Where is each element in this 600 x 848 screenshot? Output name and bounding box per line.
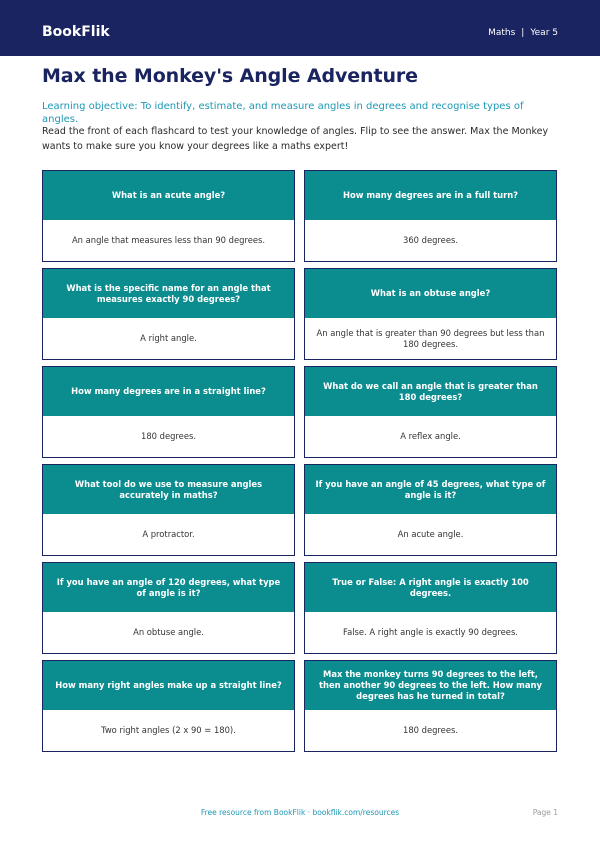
flashcard-answer (43, 612, 294, 653)
flashcard[interactable] (304, 464, 557, 556)
answer-text: An acute angle. (397, 529, 464, 539)
flashcard-answer (305, 710, 556, 751)
flashcard[interactable] (42, 464, 295, 556)
flashcard-question (305, 367, 556, 416)
answer-text: 180 degrees. (140, 431, 197, 441)
flashcard-question (43, 269, 294, 318)
subject-label: Maths (488, 28, 516, 38)
flashcard-question (43, 367, 294, 416)
question-text: What is an obtuse angle? (370, 288, 491, 298)
answer-text: 360 degrees. (402, 235, 459, 245)
flashcard-question (43, 661, 294, 710)
answer-text: Two right angles (2 x 90 = 180). (101, 725, 236, 735)
question-text: What is an acute angle? (111, 190, 226, 200)
answer-text: An obtuse angle. (133, 627, 204, 637)
page-title: Max the Monkey's Angle Adventure (42, 65, 418, 87)
footer-credit[interactable]: Free resource from BookFlik · bookflik.com/resources (200, 808, 400, 817)
intro-text: Read the front of each flashcard to test your knowledge of angles. Flip to see the answer. Max the Monkey wants to make sure you know your degrees like a maths expert! (42, 126, 549, 152)
flashcard-answer (43, 220, 294, 261)
flashcard-question (43, 171, 294, 220)
page-number: Page 1 (532, 808, 558, 817)
meta-separator: | (521, 28, 525, 38)
flashcard-question (43, 465, 294, 514)
answer-text: An angle that is greater than 90 degrees but less than 180 degrees. (316, 327, 545, 349)
flashcard[interactable] (304, 170, 557, 262)
flashcard[interactable] (42, 660, 295, 752)
question-text: If you have an angle of 120 degrees, what type of angle is it? (56, 576, 281, 598)
question-text: What is the specific name for an angle that measures exactly 90 degrees? (66, 282, 271, 304)
question-text: Max the monkey turns 90 degrees to the left, then another 90 degrees to the left. How many degrees has he turned in total? (319, 669, 542, 701)
flashcard-grid (42, 170, 557, 752)
flashcard[interactable] (42, 170, 295, 262)
subject-year (488, 27, 558, 39)
flashcard-answer (43, 318, 294, 359)
answer-text: A protractor. (142, 529, 195, 539)
flashcard-answer (305, 318, 556, 359)
flashcard-answer (305, 514, 556, 555)
answer-text: An angle that measures less than 90 degrees. (71, 235, 266, 245)
flashcard[interactable] (42, 562, 295, 654)
answer-text: False. A right angle is exactly 90 degrees. (343, 627, 518, 637)
flashcard-question (305, 171, 556, 220)
flashcard-answer (305, 612, 556, 653)
question-text: How many right angles make up a straight line? (55, 680, 282, 690)
flashcard[interactable] (42, 268, 295, 360)
answer-text: A right angle. (140, 333, 197, 343)
learning-objective: Learning objective: To identify, estimate, and measure angles in degrees and recognise types of angles. (42, 101, 524, 125)
flashcard-answer (305, 220, 556, 261)
answer-text: A reflex angle. (400, 431, 461, 441)
question-text: How many degrees are in a full turn? (342, 190, 519, 200)
question-text: What tool do we use to measure angles accurately in maths? (74, 478, 263, 500)
flashcard-question (305, 269, 556, 318)
flashcard[interactable] (42, 366, 295, 458)
flashcard[interactable] (304, 366, 557, 458)
flashcard-question (43, 563, 294, 612)
header-bar (0, 0, 600, 56)
flashcard[interactable] (304, 268, 557, 360)
flashcard[interactable] (304, 562, 557, 654)
question-text: If you have an angle of 45 degrees, what type of angle is it? (315, 478, 546, 500)
flashcard-question (305, 661, 556, 710)
brand-logo[interactable]: BookFlik (42, 24, 110, 40)
flashcard-answer (43, 710, 294, 751)
flashcard-question (305, 465, 556, 514)
answer-text: 180 degrees. (402, 725, 459, 735)
question-text: What do we call an angle that is greater than 180 degrees? (323, 380, 538, 402)
flashcard-question (305, 563, 556, 612)
flashcard[interactable] (304, 660, 557, 752)
flashcard-answer (43, 416, 294, 457)
question-text: True or False: A right angle is exactly 100 degrees. (332, 576, 529, 598)
question-text: How many degrees are in a straight line? (71, 386, 266, 396)
flashcard-answer (305, 416, 556, 457)
year-label: Year 5 (530, 28, 558, 38)
flashcard-answer (43, 514, 294, 555)
